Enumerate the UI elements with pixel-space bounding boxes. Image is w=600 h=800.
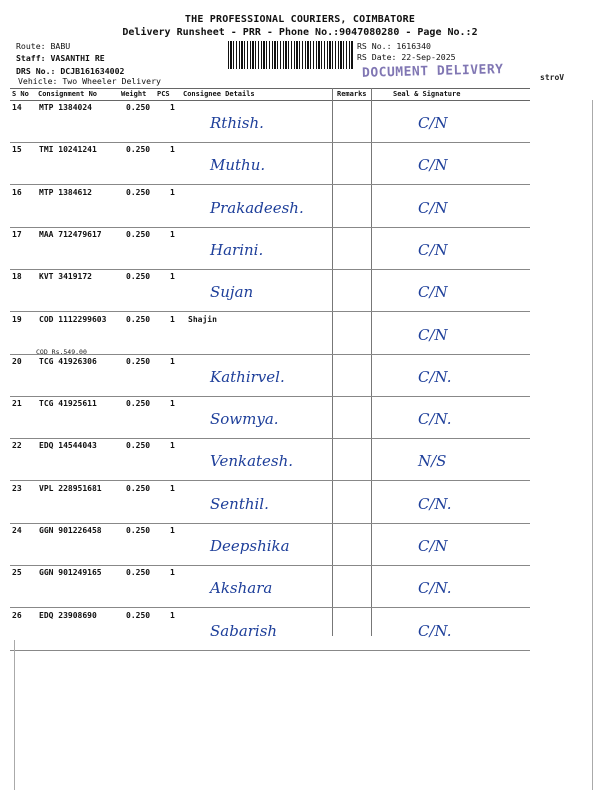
weight-value: 0.250 [126,441,151,451]
serial-number: 26 [12,610,22,620]
weight-value: 0.250 [126,610,151,620]
consignment-number: KVT 3419172 [39,272,92,282]
consignment-number: VPL 228951681 [39,483,102,493]
consignment-number: TCG 41926306 [39,356,97,366]
serial-number: 19 [12,314,22,324]
table-row [10,565,530,608]
handwritten-consignee-name: Sujan [210,283,254,302]
col-consignee: Consignee Details [183,90,255,98]
weight-value: 0.250 [126,229,151,239]
serial-number: 15 [12,145,22,155]
seal-signature-mark: C/N. [418,410,452,429]
pcs-count: 1 [170,187,175,197]
consignment-number: EDQ 14544043 [39,441,97,451]
document-delivery-stamp: DOCUMENT DELIVERY [361,62,504,81]
serial-number: 14 [12,103,22,112]
table-row [10,481,530,524]
seal-signature-mark: C/N [418,240,448,259]
table-row [10,438,530,481]
left-margin-line [14,640,15,790]
weight-value: 0.250 [126,103,151,112]
table-row [10,100,530,143]
drs-number: DRS No.: DCJB161634002 [16,66,125,76]
table-row [10,269,530,312]
runsheet-subtitle: Delivery Runsheet - PRR - Phone No.:9047080280 - Page No.:2 [122,27,478,38]
pcs-count: 1 [170,314,175,324]
seal-signature-mark: C/N [418,325,448,344]
table-row [10,523,530,566]
consignment-number: MTP 1384612 [39,187,92,197]
table-row [10,185,530,228]
consignment-number: TCG 41925611 [39,399,97,409]
route-label: Route: BABU [16,41,71,51]
serial-number: 20 [12,356,22,366]
handwritten-consignee-name: Prakadeesh. [210,198,304,217]
serial-number: 22 [12,441,22,451]
pcs-count: 1 [170,441,175,451]
handwritten-consignee-name: Muthu. [210,156,266,175]
handwritten-consignee-name: Rthish. [210,114,264,132]
pcs-count: 1 [170,356,175,366]
table-row [10,608,530,651]
seal-signature-mark: C/N [418,198,448,217]
serial-number: 17 [12,229,22,239]
handwritten-consignee-name: Senthil. [210,494,269,513]
pcs-count: 1 [170,483,175,493]
right-margin-line [592,100,593,790]
handwritten-consignee-name: Kathirvel. [210,367,285,386]
stamp-tail-text: stroV [540,73,565,82]
consignment-number: GGN 901249165 [39,568,102,578]
serial-number: 16 [12,187,22,197]
serial-number: 25 [12,568,22,578]
table-row [10,354,530,397]
weight-value: 0.250 [126,187,151,197]
col-pcs: PCS [157,90,170,98]
seal-signature-mark: C/N [418,156,448,175]
weight-value: 0.250 [126,526,151,535]
serial-number: 18 [12,272,22,282]
weight-value: 0.250 [126,314,151,324]
seal-signature-mark: C/N. [418,494,452,513]
weight-value: 0.250 [126,145,151,155]
pcs-count: 1 [170,229,175,239]
table-row [10,142,530,185]
weight-value: 0.250 [126,272,151,282]
rs-number: RS No.: 1616340 [357,41,431,51]
seal-signature-mark: C/N. [418,579,452,598]
seal-signature-mark: C/N [418,537,448,555]
consignment-number: MAA 712479617 [39,229,102,239]
seal-signature-mark: C/N [418,114,448,132]
pcs-count: 1 [170,145,175,155]
rs-date: RS Date: 22-Sep-2025 [357,52,456,62]
header-top-rule [10,88,530,89]
consignment-number: EDQ 23908690 [39,610,97,620]
weight-value: 0.250 [126,399,151,409]
consignment-number: TMI 10241241 [39,145,97,155]
handwritten-consignee-name: Sabarish [210,621,278,640]
vehicle-label: Vehicle: Two Wheeler Delivery [18,76,161,86]
col-weight: Weight [121,90,147,98]
pcs-count: 1 [170,610,175,620]
weight-value: 0.250 [126,568,151,578]
seal-signature-mark: C/N [418,283,448,302]
serial-number: 23 [12,483,22,493]
weight-value: 0.250 [126,356,151,366]
staff-label: Staff: VASANTHI RE [16,53,105,63]
handwritten-consignee-name: Deepshika [210,537,290,555]
handwritten-consignee-name: Venkatesh. [210,452,294,471]
consignee-name: Shajin [188,314,217,324]
pcs-count: 1 [170,526,175,535]
handwritten-consignee-name: Sowmya. [210,410,279,429]
seal-signature-mark: C/N. [418,621,452,640]
table-row [10,312,530,355]
consignment-number: MTP 1384024 [39,103,92,112]
serial-number: 24 [12,526,22,535]
table-row [10,396,530,439]
seal-signature-mark: N/S [418,452,447,471]
company-title: THE PROFESSIONAL COURIERS, COIMBATORE [184,14,416,25]
pcs-count: 1 [170,272,175,282]
col-consignment: Consignment No [38,90,98,98]
consignment-number: COD 1112299603 [39,314,107,324]
pcs-count: 1 [170,399,175,409]
serial-number: 21 [12,399,22,409]
col-seal-signature: Seal & Signature [393,90,461,98]
barcode [228,41,354,69]
col-sno: S No [12,90,29,98]
weight-value: 0.250 [126,483,151,493]
handwritten-consignee-name: Akshara [210,579,273,598]
table-row [10,227,530,270]
pcs-count: 1 [170,103,175,112]
consignment-number: GGN 901226458 [39,526,102,535]
cod-amount: COD Rs.549.00 [36,347,87,356]
col-remarks: Remarks [337,90,367,98]
handwritten-consignee-name: Harini. [210,240,264,259]
pcs-count: 1 [170,568,175,578]
seal-signature-mark: C/N. [418,367,452,386]
